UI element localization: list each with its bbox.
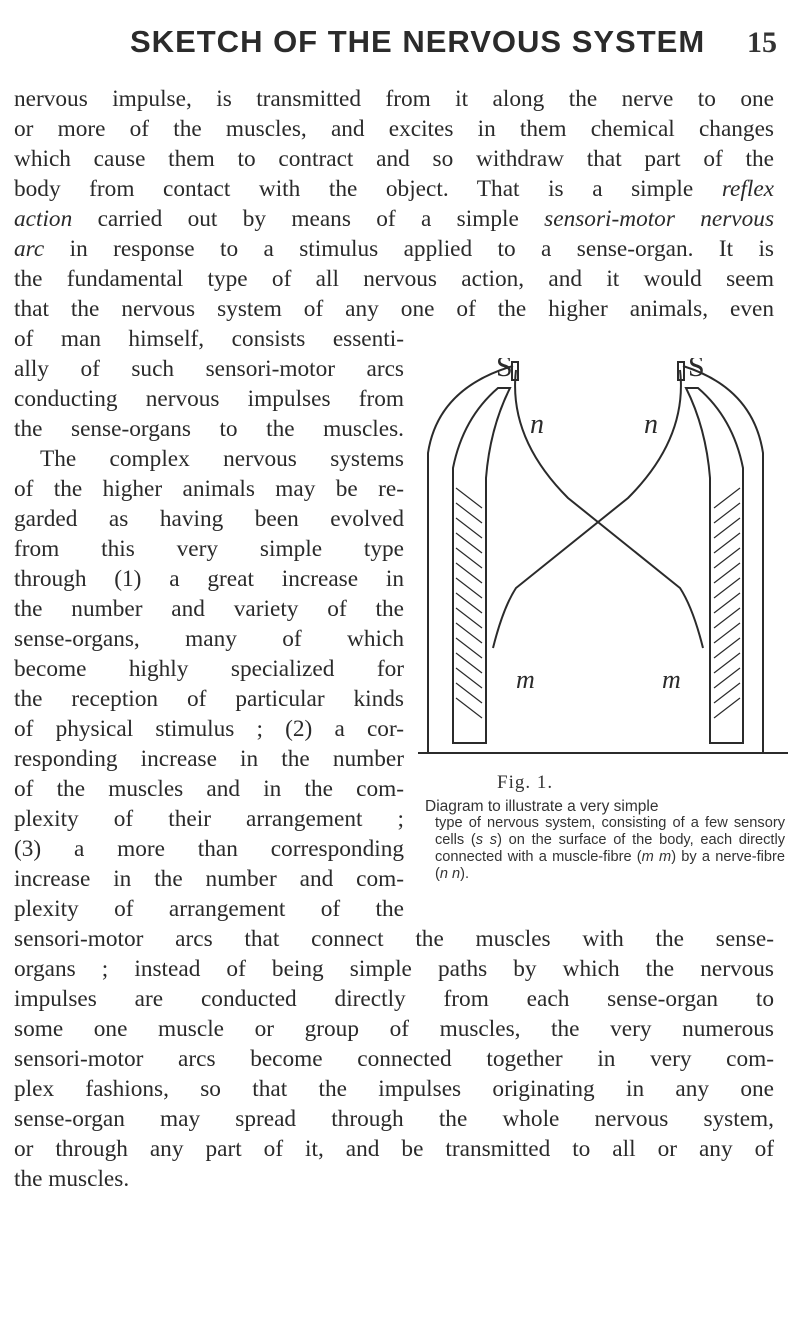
label-n-right: n xyxy=(644,409,658,440)
text-line: through (1) a great increase in xyxy=(14,566,404,592)
text-line: plexity of arrangement of the xyxy=(14,896,404,922)
text-line: or through any part of it, and be transmitted to all or any of xyxy=(14,1136,774,1162)
muscle-right xyxy=(686,388,743,743)
text-line: sense-organs, many of which xyxy=(14,626,404,652)
text-line: the reception of particular kinds xyxy=(14,686,404,712)
caption-emphasis: s s xyxy=(475,832,498,848)
emphasis: action xyxy=(14,206,73,232)
body-outline xyxy=(428,366,763,753)
text-line: nervous impulse, is transmitted from it along the nerve to one xyxy=(14,86,774,112)
text-line: conducting nervous impulses from xyxy=(14,386,404,412)
caption-emphasis: m m xyxy=(641,849,672,865)
caption-body xyxy=(425,815,785,883)
text-line xyxy=(14,234,774,264)
text-line: the number and variety of the xyxy=(14,596,404,622)
caption-text: type of nervous system, consisting of a few sensory cells ( xyxy=(435,815,785,848)
text-line: of physical stimulus ; (2) a cor- xyxy=(14,716,404,742)
text-line: from this very simple type xyxy=(14,536,404,562)
muscle-left xyxy=(453,388,510,743)
emphasis: sensori-motor nervous xyxy=(544,206,775,232)
text-line: responding increase in the number xyxy=(14,746,404,772)
text-line: become highly specialized for xyxy=(14,656,404,682)
text-line: increase in the number and com- xyxy=(14,866,404,892)
text-line: sensori-motor arcs that connect the muscles with the sense- xyxy=(14,926,774,952)
text-span: body from contact with the object. That is a simple xyxy=(14,176,694,202)
text-line: impulses are conducted directly from each sense-organ to xyxy=(14,986,774,1012)
nervous-system-diagram xyxy=(418,358,788,758)
label-s-left: S xyxy=(496,358,513,383)
text-line: The complex nervous systems xyxy=(40,446,404,472)
text-span: carried out by means of a simple xyxy=(97,206,519,232)
text-line: garded as having been evolved xyxy=(14,506,404,532)
text-span: in response to a stimulus applied to a sense-organ. It is xyxy=(69,236,774,262)
text-line: sense-organ may spread through the whole nervous system, xyxy=(14,1106,774,1132)
text-line: the fundamental type of all nervous action, and it would seem xyxy=(14,266,774,292)
text-line: of the higher animals may be re- xyxy=(14,476,404,502)
label-m-right: m xyxy=(662,665,681,694)
text-line: (3) a more than corresponding xyxy=(14,836,404,862)
text-line: that the nervous system of any one of the higher animals, even xyxy=(14,296,774,322)
page-number: 15 xyxy=(747,26,777,59)
text-line xyxy=(14,174,774,204)
caption-emphasis: n n xyxy=(439,866,461,882)
text-line: or more of the muscles, and excites in them chemical changes xyxy=(14,116,774,142)
text-line: plex fashions, so that the impulses originating in any one xyxy=(14,1076,774,1102)
label-m-left: m xyxy=(516,665,535,694)
figure-label: Fig. 1. xyxy=(497,772,554,793)
label-n-left: n xyxy=(530,409,544,440)
text-line: ally of such sensori-motor arcs xyxy=(14,356,404,382)
running-head: SKETCH OF THE NERVOUS SYSTEM xyxy=(130,24,706,59)
text-line xyxy=(14,204,774,234)
caption-first-line: Diagram to illustrate a very simple xyxy=(425,798,659,815)
text-line: plexity of their arrangement ; xyxy=(14,806,404,832)
caption-text: ) on the surface of the body, each directly connected with a muscle-fibre ( xyxy=(435,832,786,865)
figure-caption xyxy=(425,798,785,883)
text-line: some one muscle or group of muscles, the very numerous xyxy=(14,1016,774,1042)
text-line: which cause them to contract and so withdraw that part of the xyxy=(14,146,774,172)
emphasis: arc xyxy=(14,236,45,262)
label-s-right: S xyxy=(688,358,705,383)
text-line: organs ; instead of being simple paths by which the nervous xyxy=(14,956,774,982)
caption-text: ) by a nerve-fibre ( xyxy=(435,849,785,882)
text-line: of the muscles and in the com- xyxy=(14,776,404,802)
emphasis: reflex xyxy=(721,176,774,202)
text-line: sensori-motor arcs become connected together in very com- xyxy=(14,1046,774,1072)
page-header xyxy=(0,20,800,80)
caption-text: ). xyxy=(460,866,470,882)
text-line: the muscles. xyxy=(14,1166,130,1192)
text-line: the sense-organs to the muscles. xyxy=(14,416,404,442)
text-line: of man himself, consists essenti- xyxy=(14,326,404,352)
